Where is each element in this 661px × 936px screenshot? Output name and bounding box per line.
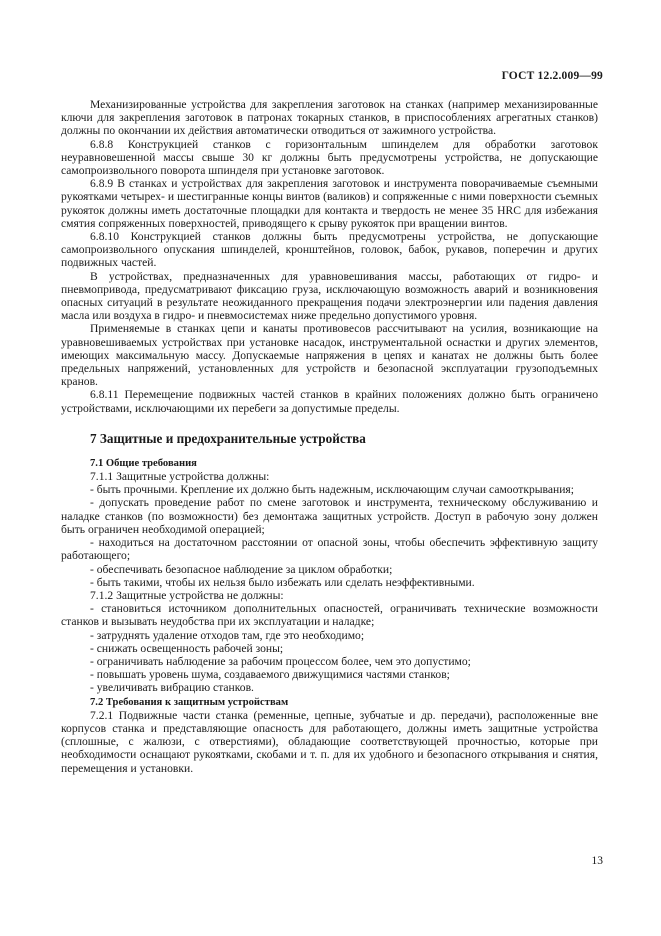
paragraph-counterweight-chains: Применяемые в станках цепи и канаты противовесов рассчитывают на усилия, возникающие на уравновешиваемых устройствах при установке насадок, инструментальной оснастки и других элементов, имеющих максимальную массу. Допускаемые напряжения в цепях и канатах не должны быть более предельных напряжений, установленных для устройств и безопасной эксплуатации грузоподъемных кранов. [61, 322, 598, 389]
subsection-7-1-heading: 7.1 Общие требования [90, 457, 197, 469]
list-item: - быть такими, чтобы их нельзя было избежать или сделать неэффективными. [90, 575, 475, 589]
paragraph-7-1-2: 7.1.2 Защитные устройства не должны: [90, 588, 284, 602]
page-number: 13 [591, 855, 603, 867]
document-id-header: ГОСТ 12.2.009—99 [501, 70, 603, 82]
paragraph-6-8-10: 6.8.10 Конструкцией станков должны быть предусмотрены устройства, не допускающие самопроизвольного опускания шпинделей, кронштейнов, головок, бабок, рукавов, поперечин и других подвижных частей. [61, 230, 598, 270]
list-item: - допускать проведение работ по смене заготовок и инструмента, техническому обслуживанию и наладке станков (по возможности) без демонтажа защитных устройств. Доступ в рабочую зону должен быть ограничен необходимой операцией; [61, 496, 598, 536]
paragraph-7-2-1: 7.2.1 Подвижные части станка (ременные, цепные, зубчатые и др. передачи), расположенные вне корпусов станка и представляющие опасность для работающего, должны иметь защитные устройства (сплошные, с жалюзи, с отверстиями), обладающие соответствующей прочностью, которые при необходимости оснащают рукоятками, скобами и т. п. для их удобного и безопасного открывания и снятия, перемещения и установки. [61, 708, 598, 775]
paragraph-6-8-11: 6.8.11 Перемещение подвижных частей станков в крайних положениях должно быть ограничено устройствами, исключающими их перебеги за допустимые пределы. [61, 388, 598, 415]
list-item: - становиться источником дополнительных опасностей, ограничивать технические возможности станков и вызывать неудобства при их эксплуатации и наладке; [61, 602, 598, 629]
paragraph-7-1-1: 7.1.1 Защитные устройства должны: [90, 470, 270, 484]
list-item: - обеспечивать безопасное наблюдение за циклом обработки; [90, 562, 393, 576]
paragraph-6-8-8: 6.8.8 Конструкцией станков с горизонтальным шпинделем для обработки заготовок неуравновешенной массы свыше 30 кг должны быть предусмотрены устройства, не допускающие самопроизвольного поворота шпинделя при установке заготовок. [61, 137, 598, 178]
paragraph-balancing-devices: В устройствах, предназначенных для уравновешивания массы, работающих от гидро- и пневмопривода, предусматривают фиксацию груза, исключающую возможность аварий и возникновения опасных ситуаций в результате неожиданного прекращения подачи электроэнергии или падения давления масла или воздуха в гидро- и пневмосистемах ниже предельно допустимого уровня. [61, 269, 598, 323]
list-item: - увеличивать вибрацию станков. [90, 681, 254, 695]
list-item: - снижать освещенность рабочей зоны; [90, 641, 284, 655]
subsection-7-2-heading: 7.2 Требования к защитным устройствам [90, 696, 289, 708]
list-item: - находиться на достаточном расстоянии от опасной зоны, чтобы обеспечить эффективную защиту работающего; [61, 536, 598, 563]
list-item: - затруднять удаление отходов там, где это необходимо; [90, 628, 365, 642]
section-7-heading: 7 Защитные и предохранительные устройства [90, 430, 366, 446]
list-item: - ограничивать наблюдение за рабочим процессом более, чем это допустимо; [90, 654, 471, 668]
paragraph-6-8-9: 6.8.9 В станках и устройствах для закрепления заготовок и инструмента поворачиваемые съемными рукоятками четырех- и шестигранные концы винтов (валиков) и сопряженные с ними поверхности съемных рукояток должны иметь достаточные площадки для контакта и твердость не менее 35 HRC для избежания смятия сопряженных поверхностей, приводящего к срыву рукояток при вращении винтов. [61, 177, 598, 230]
list-item: - быть прочными. Крепление их должно быть надежным, исключающим случаи самооткрывания; [90, 483, 574, 497]
document-body [61, 98, 598, 775]
paragraph-mechanized-devices: Механизированные устройства для закрепления заготовок на станках (например механизированные ключи для закрепления заготовок в патронах токарных станков, в приспособлениях агрегатных станков) должны по окончании их действия автоматически отводиться от зажимного устройства. [61, 98, 598, 138]
list-item: - повышать уровень шума, создаваемого движущимися частями станков; [90, 668, 450, 682]
